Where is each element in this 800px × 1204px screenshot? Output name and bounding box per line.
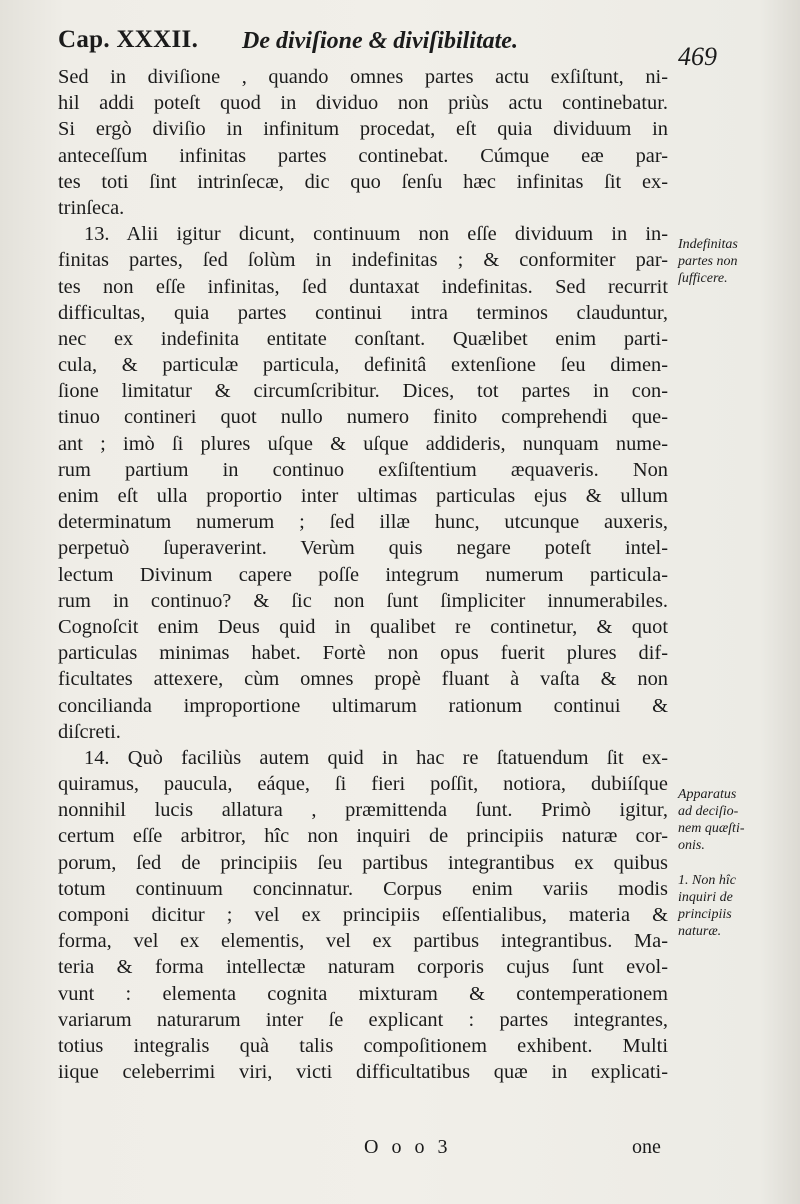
- page-number: 469: [678, 42, 717, 71]
- text-line: porum, ſed de principiis ſeu partibus integrantibus ex quibus: [58, 851, 668, 874]
- text-line: concilianda improportione ultimarum rationum continui &: [58, 694, 668, 717]
- text-line: ſione limitatur & circumſcribitur. Dices, tot partes in con-: [58, 380, 668, 403]
- text-line: particulas minimas habet. Fortè non opus fuerit plures dif-: [58, 642, 668, 665]
- chapter-label: Cap. XXXII.: [58, 26, 199, 53]
- margin-note-line: ſufficere.: [678, 271, 728, 286]
- text-line: hil addi poteſt quod in dividuo non priùs actu continebatur.: [58, 92, 668, 115]
- text-line: anteceſſum infinitas partes continebat. Cúmque eæ par-: [58, 144, 668, 167]
- chapter-title: De diviſione & diviſibilitate.: [242, 28, 518, 54]
- margin-note-apparatus: [678, 786, 793, 854]
- text-line: enim eſt ulla proportio inter ultimas particulas ejus & ullum: [58, 485, 668, 507]
- text-line: componi dicitur ; vel ex principiis eſſentialibus, materia &: [58, 904, 668, 926]
- text-line: tes toti ſint intrinſecæ, dic quo ſenſu hæc infinitas ſit ex-: [58, 170, 668, 193]
- margin-note-line: Apparatus: [678, 787, 737, 802]
- signature-mark: O o o 3: [364, 1136, 452, 1158]
- text-line: difficultas, quia partes continui intra terminos clauduntur,: [58, 301, 668, 324]
- text-line: ant ; imò ſi plures uſque & uſque addideris, nunquam nume-: [58, 432, 668, 455]
- main-text: [58, 64, 668, 1085]
- margin-note-line: nem quæſti-: [678, 821, 745, 836]
- margin-note-line: naturæ.: [678, 924, 722, 939]
- text-line: tes non eſſe infinitas, ſed duntaxat indefinitas. Sed recurrit: [58, 275, 668, 298]
- text-line: rum in continuo? & ſic non ſunt ſimpliciter innumerabiles.: [58, 589, 668, 612]
- text-line: nonnihil lucis allatura , præmittenda ſunt. Primò igitur,: [58, 799, 668, 822]
- margin-note-line: 1. Non hîc: [678, 873, 736, 888]
- margin-note-line: inquiri de: [678, 890, 733, 905]
- text-line: Cognoſcit enim Deus quid in qualibet re continetur, & quot: [58, 615, 668, 638]
- text-line: perpetuò ſuperaverint. Verùm quis negare poteſt intel-: [58, 537, 668, 560]
- margin-note-line: ad deciſio-: [678, 804, 739, 819]
- margin-note-indefinitas: [678, 236, 793, 287]
- text-line: Si ergò diviſio in infinitum procedat, eſt quia dividuum in: [58, 118, 668, 141]
- margin-note-line: onis.: [678, 838, 705, 853]
- text-line: totius integralis quà talis compoſitionem exhibent. Multi: [58, 1034, 668, 1057]
- text-line: 14. Quò faciliùs autem quid in hac re ſtatuendum ſit ex-: [84, 746, 668, 769]
- text-line: ficultates attexere, cùm omnes propè fluant à vaſta & non: [58, 668, 668, 691]
- margin-note-line: Indefinitas: [678, 237, 738, 252]
- running-header: [58, 24, 738, 71]
- catchword: one: [632, 1136, 661, 1158]
- text-line: trinſeca.: [58, 196, 125, 219]
- text-line: iique celeberrimi viri, victi difficultatibus quæ in explicati-: [58, 1061, 668, 1084]
- text-line: Sed in diviſione , quando omnes partes actu exſiſtunt, ni-: [58, 66, 668, 88]
- margin-note-non-hic: [678, 872, 793, 940]
- page-footer: [0, 1136, 800, 1166]
- text-line: 13. Alii igitur dicunt, continuum non eſſe dividuum in in-: [84, 223, 668, 246]
- text-line: diſcreti.: [58, 720, 121, 743]
- text-line: quiramus, paucula, eáque, ſi fieri poſſit, notiora, dubiíſque: [58, 773, 668, 796]
- text-line: finitas partes, ſed ſolùm in indefinitas ; & conformiter par-: [58, 249, 668, 272]
- text-line: teria & forma intellectæ naturam corporis cujus ſunt evol-: [58, 956, 668, 979]
- text-line: forma, vel ex elementis, vel ex partibus integrantibus. Ma-: [58, 930, 668, 953]
- text-line: cula, & particulæ particula, definitâ extenſione ſeu dimen-: [58, 354, 668, 377]
- text-line: determinatum numerum ; ſed illæ hunc, utcunque auxeris,: [58, 511, 668, 534]
- text-line: nec ex indefinita entitate conſtant. Quælibet enim parti-: [58, 327, 668, 350]
- margin-note-line: partes non: [678, 254, 738, 269]
- margin-note-line: principiis: [678, 907, 732, 922]
- text-line: rum partium in continuo exſiſtentium æquaveris. Non: [58, 458, 668, 481]
- text-line: vunt : elementa cognita mixturam & contemperationem: [58, 982, 668, 1005]
- text-line: variarum naturarum inter ſe explicant : partes integrantes,: [58, 1008, 668, 1031]
- text-line: tinuo contineri quot nullo numero finito comprehendi que-: [58, 406, 668, 429]
- text-line: totum continuum concinnatur. Corpus enim variis modis: [58, 877, 668, 900]
- text-line: certum eſſe arbitror, hîc non inquiri de principiis naturæ cor-: [58, 825, 668, 848]
- text-line: lectum Divinum capere poſſe integrum numerum particula-: [58, 563, 668, 586]
